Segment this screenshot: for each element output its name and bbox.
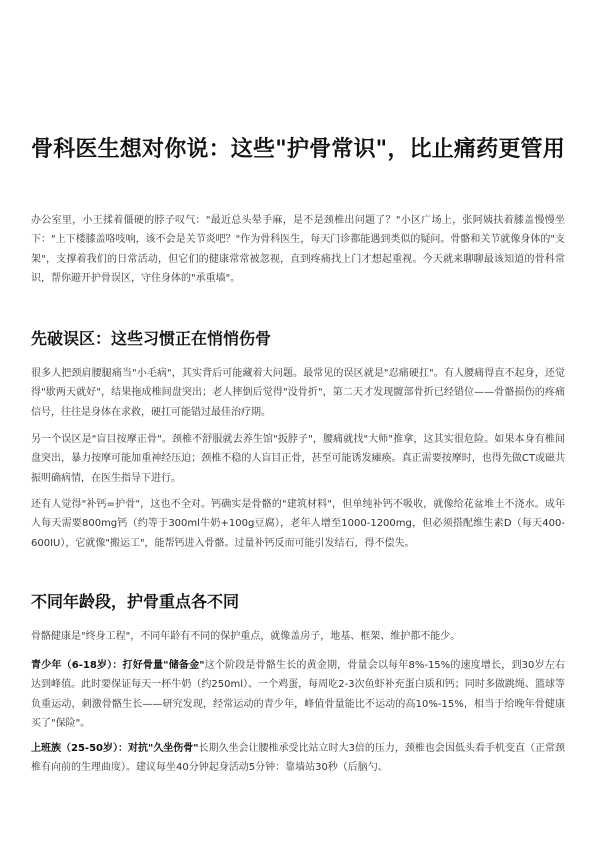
- article-title: 骨科医生想对你说：这些"护骨常识"，比止痛药更管用: [31, 137, 565, 162]
- myths-paragraph-3: 还有人觉得"补钙=护骨"，这也不全对。钙确实是骨骼的"建筑材料"，但单纯补钙不吸收，就像给花盆堆土不浇水。成年人每天需要800mg钙（约等于300ml牛奶+100g豆腐），老年人增至1000-1200mg，但必须搭配维生素D（每天400-600IU），它就像"搬运工"，能帮钙进入骨骼。过量补钙反而可能引发结石，得不偿失。: [31, 499, 565, 549]
- teen-paragraph: [31, 656, 565, 734]
- myths-paragraph-1: 很多人把颈肩腰腿痛当"小毛病"，其实背后可能藏着大问题。最常见的误区就是"忍痛硬扛"。有人腰痛得直不起身，还觉得"歇两天就好"，结果拖成椎间盘突出；老人摔倒后觉得"没骨折"，第二天才发现髋部骨折已经错位——骨骼损伤的疼痛信号，往往是身体在求救，硬扛可能错过最佳治疗期。: [31, 368, 565, 418]
- section-heading-age-groups: 不同年龄段，护骨重点各不同: [31, 592, 240, 611]
- age-groups-intro: 骨骼健康是"终身工程"，不同年龄有不同的保护重点，就像盖房子，地基、框架、维护都不能少。: [31, 631, 461, 642]
- intro-paragraph: 办公室里，小王揉着僵硬的脖子叹气："最近总头晕手麻，是不是颈椎出问题了？"小区广场上，张阿姨扶着膝盖慢慢坐下："上下楼膝盖咯吱响，该不会是关节炎吧？"作为骨科医生，每天门诊都能遇到类似的疑问。骨骼和关节就像身体的"支架"，支撑着我们的日常活动，但它们的健康常常被忽视，直到疼痛找上门才想起重视。今天就来聊聊最该知道的骨科常识，帮你避开护骨误区，守住身体的"承重墙"。: [31, 215, 565, 285]
- teen-lead: 青少年（6-18岁）：打好骨量"储备金": [31, 660, 205, 671]
- section-heading-myths: 先破误区：这些习惯正在悄悄伤骨: [31, 329, 272, 348]
- myths-paragraph-2: 另一个误区是"盲目按摩正骨"。颈椎不舒服就去养生馆"扳脖子"，腰痛就找"大师"推拿，这其实很危险。如果本身有椎间盘突出，暴力按摩可能加重神经压迫；颈椎不稳的人盲目正骨，甚至可能诱发瘫痪。真正需要按摩时，也得先做CT或磁共振明确病情，在医生指导下进行。: [31, 434, 565, 484]
- teen-body: 这个阶段是骨骼生长的黄金期，骨量会以每年8%-15%的速度增长，到30岁左右达到峰值。此时要保证每天一杯牛奶（约250ml）、一个鸡蛋，每周吃2-3次鱼虾补充蛋白质和钙；同时多做跳绳、篮球等负重运动，刺激骨骼生长——研究发现，经常运动的青少年，峰值骨量能比不运动的高10%-15%，相当于给晚年骨健康买了"保险"。: [31, 660, 565, 730]
- office-paragraph: [31, 739, 565, 778]
- office-body: 长期久坐会让腰椎承受比站立时大3倍的压力，颈椎也会因低头看手机变直（正常颈椎有向前的生理曲度）。建议每坐40分钟起身活动5分钟：靠墙站30秒（后脑勺、: [31, 743, 565, 774]
- office-lead: 上班族（25-50岁）：对抗"久坐伤骨": [31, 743, 199, 754]
